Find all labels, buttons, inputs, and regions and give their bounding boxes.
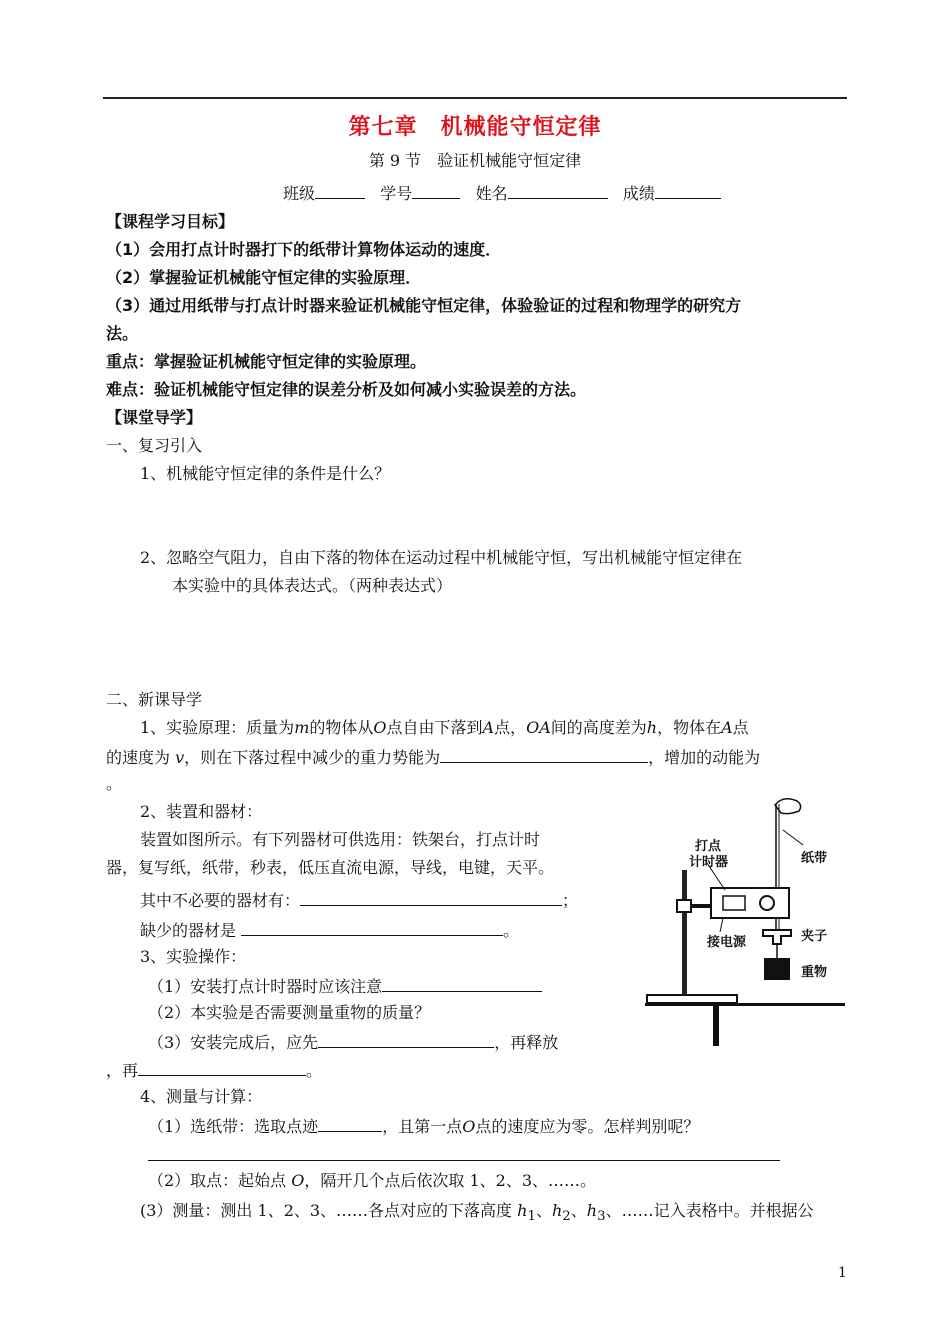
missing-line bbox=[140, 919, 519, 941]
var-h: h bbox=[646, 718, 658, 737]
measure-2 bbox=[148, 1171, 596, 1191]
var-h: h bbox=[586, 1201, 598, 1220]
var-o: O bbox=[373, 718, 387, 737]
measure-1 bbox=[148, 1115, 699, 1137]
name-blank[interactable] bbox=[508, 182, 608, 199]
review-question-2: 2、忽略空气阻力，自由下落的物体在运动过程中机械能守恒，写出机械能守恒定律在 bbox=[140, 548, 743, 567]
principle-text: 的速度为 bbox=[106, 748, 171, 767]
unnecessary-blank[interactable] bbox=[300, 889, 562, 906]
missing-blank[interactable] bbox=[241, 919, 503, 936]
var-v: v bbox=[175, 748, 185, 767]
weight-icon bbox=[764, 958, 790, 980]
measure-1-text: 点的速度应为零。怎样判别呢？ bbox=[475, 1117, 700, 1136]
figure-label-power: 接电源 bbox=[707, 935, 747, 950]
measure-2-text: ，隔开几个点后依次取 1、2、3、……。 bbox=[304, 1171, 597, 1190]
principle-line-1 bbox=[140, 718, 749, 738]
page-number: 1 bbox=[838, 1265, 847, 1281]
figure-label-weight: 重物 bbox=[801, 965, 828, 980]
answer-line[interactable] bbox=[148, 1160, 780, 1161]
table-top bbox=[645, 1003, 845, 1006]
equipment-title: 2、装置和器材： bbox=[140, 802, 263, 821]
var-h: h bbox=[517, 1201, 528, 1220]
operation-3-blank-1[interactable] bbox=[318, 1031, 494, 1048]
class-label: 班级 bbox=[283, 184, 316, 203]
operation-3-blank-2[interactable] bbox=[138, 1059, 306, 1076]
var-m: m bbox=[294, 718, 310, 737]
part2-title: 二、新课导学 bbox=[106, 690, 203, 709]
principle-line-3: 。 bbox=[106, 774, 123, 793]
measure-3-text: 、……记入表格中。并根据公 bbox=[605, 1201, 814, 1220]
measure-1-text: （1）选纸带：选取点迹 bbox=[148, 1117, 319, 1136]
subscript: 3 bbox=[597, 1209, 606, 1225]
var-h: h bbox=[551, 1201, 563, 1220]
operation-3 bbox=[148, 1031, 558, 1053]
table-leg bbox=[713, 1006, 719, 1046]
missing-label: 缺少的器材是 bbox=[140, 921, 237, 940]
principle-text: 点 bbox=[732, 718, 749, 737]
student-id-blank[interactable] bbox=[412, 182, 460, 199]
objective-2: （2）掌握验证机械能守恒定律的实验原理． bbox=[106, 268, 422, 287]
var-a: A bbox=[482, 718, 495, 737]
figure-label-tape: 纸带 bbox=[801, 851, 828, 866]
part1-title: 一、复习引入 bbox=[106, 436, 203, 455]
var-o: O bbox=[462, 1117, 476, 1136]
var-o: O bbox=[291, 1171, 305, 1190]
figure-background bbox=[625, 790, 847, 1052]
operation-3-text: 。 bbox=[306, 1061, 323, 1080]
operation-2: （2）本实验是否需要测量重物的质量？ bbox=[148, 1003, 431, 1022]
operation-3-text: ，再释放 bbox=[494, 1033, 559, 1052]
measure-title: 4、测量与计算： bbox=[140, 1087, 263, 1106]
measure-2-text: （2）取点：起始点 bbox=[148, 1171, 287, 1190]
operation-title: 3、实验操作： bbox=[140, 947, 247, 966]
student-info-line bbox=[283, 182, 721, 204]
measure-3-text: (3）测量：测出 1、2、3、……各点对应的下落高度 bbox=[140, 1201, 513, 1220]
objective-3: （3）通过用纸带与打点计时器来验证机械能守恒定律，体验验证的过程和物理学的研究方 bbox=[106, 296, 742, 315]
apparatus-figure bbox=[625, 790, 847, 1052]
stand-base bbox=[647, 995, 737, 1003]
principle-line-2 bbox=[106, 746, 760, 768]
clamp-boss bbox=[677, 900, 691, 912]
figure-label-timer-2: 计时器 bbox=[689, 855, 729, 870]
operation-1-text: （1）安装打点计时器时应该注意 bbox=[148, 977, 383, 996]
operation-1 bbox=[148, 975, 542, 997]
principle-text: ，增加的动能为 bbox=[648, 748, 761, 767]
measure-3: (3）测量：测出 1、2、3、……各点对应的下落高度 $h_1$、$h_2$、$h_3$、……记入表格中。并根据公 bbox=[140, 1201, 814, 1225]
principle-text: ，则在下落过程中减少的重力势能为 bbox=[184, 748, 441, 767]
difficulty: 难点：验证机械能守恒定律的误差分析及如何减小实验误差的方法。 bbox=[106, 380, 587, 399]
score-label: 成绩 bbox=[622, 184, 655, 203]
timer-coil bbox=[723, 896, 745, 910]
operation-3-text: ，再 bbox=[106, 1061, 139, 1080]
var-a: A bbox=[721, 718, 733, 737]
equipment-line-2: 器，复写纸，纸带，秒表，低压直流电源，导线，电键，天平。 bbox=[106, 858, 555, 877]
review-question-1: 1、机械能守恒定律的条件是什么？ bbox=[140, 464, 391, 483]
timer-disc bbox=[760, 896, 774, 910]
key-point: 重点：掌握验证机械能守恒定律的实验原理。 bbox=[106, 352, 427, 371]
objective-1: （1）会用打点计时器打下的纸带计算物体运动的速度． bbox=[106, 240, 502, 259]
name-label: 姓名 bbox=[475, 184, 508, 203]
period: 。 bbox=[503, 921, 520, 940]
principle-text: 点， bbox=[494, 718, 527, 737]
principle-text: ，物体在 bbox=[657, 718, 722, 737]
class-blank[interactable] bbox=[315, 182, 365, 199]
section-title: 第 9 节 验证机械能守恒定律 bbox=[368, 151, 582, 170]
score-blank[interactable] bbox=[655, 182, 721, 199]
unnecessary-line bbox=[140, 889, 578, 911]
principle-text: 间的高度差为 bbox=[550, 718, 647, 737]
principle-text: 的物体从 bbox=[309, 718, 374, 737]
guide-heading: 【课堂导学】 bbox=[106, 408, 203, 427]
operation-1-blank[interactable] bbox=[382, 975, 542, 992]
subscript: 2 bbox=[562, 1209, 571, 1225]
header-rule bbox=[103, 97, 847, 99]
measure-1-text: ，且第一点 bbox=[382, 1117, 463, 1136]
stand-rod bbox=[682, 870, 687, 1000]
figure-label-clip: 夹子 bbox=[801, 929, 828, 944]
student-id-label: 学号 bbox=[380, 184, 413, 203]
unnecessary-label: 其中不必要的器材有： bbox=[140, 891, 301, 910]
objectives-heading: 【课程学习目标】 bbox=[106, 212, 235, 231]
var-oa: OA bbox=[526, 718, 551, 737]
principle-text: 1、实验原理：质量为 bbox=[140, 718, 295, 737]
equipment-line-1: 装置如图所示。有下列器材可供选用：铁架台，打点计时 bbox=[140, 830, 541, 849]
review-question-2-cont: 本实验中的具体表达式。（两种表达式） bbox=[172, 576, 453, 595]
subscript: 1 bbox=[527, 1209, 536, 1225]
operation-3-text: （3）安装完成后，应先 bbox=[148, 1033, 319, 1052]
figure-label-timer-1: 打点 bbox=[695, 839, 722, 854]
semicolon: ； bbox=[562, 891, 579, 910]
chapter-title: 第七章 机械能守恒定律 bbox=[348, 115, 602, 140]
measure-1-blank[interactable] bbox=[318, 1115, 382, 1132]
objective-3-cont: 法。 bbox=[106, 324, 139, 343]
operation-3-cont bbox=[106, 1059, 322, 1081]
potential-energy-blank[interactable] bbox=[440, 746, 648, 763]
principle-text: 点自由下落到 bbox=[386, 718, 483, 737]
